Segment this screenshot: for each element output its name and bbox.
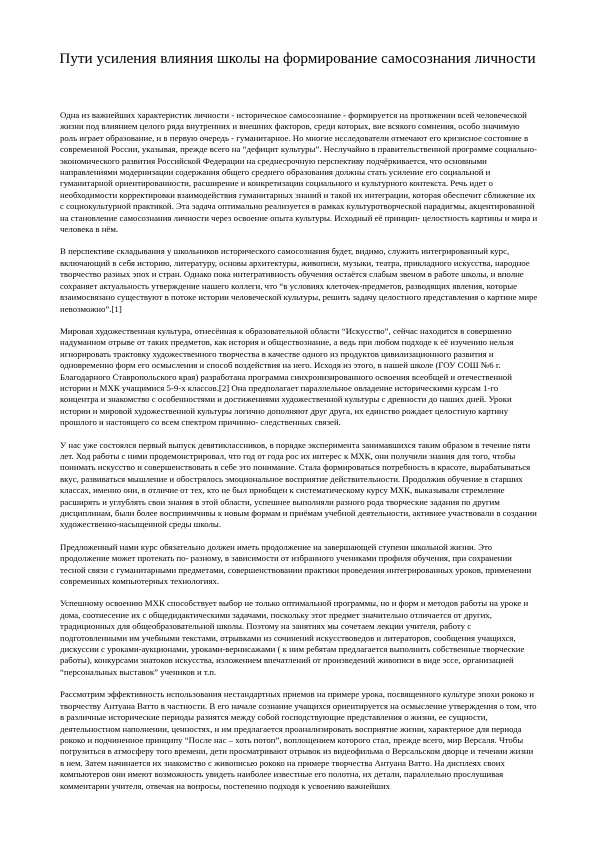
document-body [60, 110, 538, 803]
paragraph: Одна из важнейших характеристик личности - историческое самосознание - формируется на протяжении всей человеческой жизни под влиянием целого ряда внутренних и внешних факторов, среди которых, вне всякого сомнения, особо значимую роль играет образование, и в первую очередь - гуманитарное. Но многие исследователи отмечают его кризисное состояние в современной России, указывая, прежде всего на “дефицит культуры”. Неслучайно в правительственной программе социально- экономического развития Российской Федерации на среднесрочную перспективу подчёркивается, что основными направлениями модернизации содержания общего среднего образования должны стать усиление его социальной и гуманитарной ориентированности, расширение и конкретизации социального и культурного контекста. Речь идет о необходимости корректировки взаимодействия гуманитарных знаний и такой их интеграции, которая обеспечит сближение их с социокультурной практикой. Эта задача оптимально реализуется в рамках культуротворческой парадигмы, акцентированной на становление самосознания личности через освоение опыта культуры. Исходный её принцип- целостность картины и мира и человека в нём. [60, 110, 538, 235]
paragraph: Предложенный нами курс обязательно должен иметь продолжение на завершающей ступени школьной жизни. Это продолжение может протекать по- разному, в зависимости от избранного учениками профиля обучения, при сохранении тесной связи с гуманитарными предметами, совершенствовании практики проведения интегрированных уроков, применении современных компьютерных технологиях. [60, 541, 532, 587]
paragraph: Успешному освоению МХК способствует выбор не только оптимальной программы, но и форм и методов работы на уроке и дома, соотнесение их с общедидактическими задачами, поскольку этот предмет значительно отличается от других, традиционных для общеобразовательной школы. Поэтому на занятиях мы сочетаем лекции учителя, работу с подготовленными им учебными текстами, отрывками из сочинений искусствоведов и литераторов, сообщения учащихся, дискуссии с уроками-аукционами, уроками-вернисажами ( к ним ребятам предлагается выполнить собственные творческие работы), конкурсами знатоков искусства, изложением впечатлений от произведений живописи в виде эссе, организацией “персональных выставок” учеников и т.п. [60, 598, 529, 677]
paragraph: Мировая художественная культура, отнесённая к образовательной области “Искусство”, сейчас находится в совершенно надуманном отрыве от таких предметов, как история и обществознание, а ведь при любом подходе к её изучению нельзя игнорировать трактовку художественного творчества в качестве одного из продуктов цивилизационного развития и одновременно форм его осмысления и способ воздействия на него. Исходя из этого, в нашей школе (ГОУ СОШ №6 г. Благодарного Ставропольского края) разработана программа синхронизированного освоения всеобщей и отечественной истории и МХК учащимися 5-9-х классов.[2] Она предполагает параллельное овладение историческими курсам 1-го концентра и знакомство с особенностями и достижениями художественной культуры с древности до наших дней. Уроки истории и мировой художественной культуры логично дополняют друг друга, их единство рождает целостную картину прошлого и настоящего со всем спектром причинно- следственных связей. [60, 325, 514, 428]
paragraph: У нас уже состоялся первый выпуск девятиклассников, в порядке эксперимента занимавшихся таким образом в течение пяти лет. Ход работы с ними продемонстрировал, что год от года рос их интерес к МХК, они получили знания для того, чтобы понимать искусство и совершенствовать в себе это понимание. Стала формироваться потребность в красоте, вырабатываться вкус, развиваться мышление и обострялось эмоциональное восприятие действительности. Продолжив обучение в старших классах, именно они, в отличие от тех, кто не был приобщен к систематическому курсу МХК, выказывали стремление расширять и углублять свои знания в этой области, успешнее выполняли разного рода творческие задания по другим дисциплинам, были более восприимчивы к новым формам и приёмам учебной деятельности, активнее участвовали в создании художественно-насыщенной среды школы. [60, 439, 537, 530]
paragraph: Рассмотрим эффективность использования нестандартных приемов на примере урока, посвященного культуре эпохи рококо и творчеству Антуана Ватто в частности. В его начале сознание учащихся ориентируется на осмысление утверждения о том, что в различные исторические периоды разнятся между собой господствующие представления о жизни, ее сущности, деятельностном наполнении, ценностях, и им предлагается проанализировать восприятие жизни, характерное для периода рококо и подчиненное принципу “После нас – хоть потоп”, воплощением которого стал, прежде всего, мир Версаля. Чтобы погрузиться в атмосферу того времени, дети просматривают отрывок из видеофильма о Версальском дворце и течении жизни в нем. Затем начинается их знакомство с живописью рококо на примере творчества Антуана Ватто. На дисплеях своих компьютеров они имеют возможность увидеть наиболее известные его полотна, их детали, параллельно прослушивая комментарии учителя, отвечая на вопросы, постепенно подходя к усвоению важнейших [60, 689, 537, 791]
document-title: Пути усиления влияния школы на формирование самосознания личности [59, 50, 536, 67]
paragraph: В перспективе складывания у школьников исторического самосознания будет, видимо, служить интегрированный курс, включающий в себя историю, литературу, основы архитектуры, живописи, музыки, театра, прикладного искусства, народное творчество разных эпох и стран. Однако пока интегративность обучения остаётся слабым звеном в работе школы, и вполне сохраняет актуальность утверждение нашего коллеги, что “в условиях клеточек-предметов, разводящих явления, которые взаимосвязано существуют в потоке истории человеческой культуры, решить задачу целостного представления о картине мире невозможно”.[1] [60, 246, 538, 314]
